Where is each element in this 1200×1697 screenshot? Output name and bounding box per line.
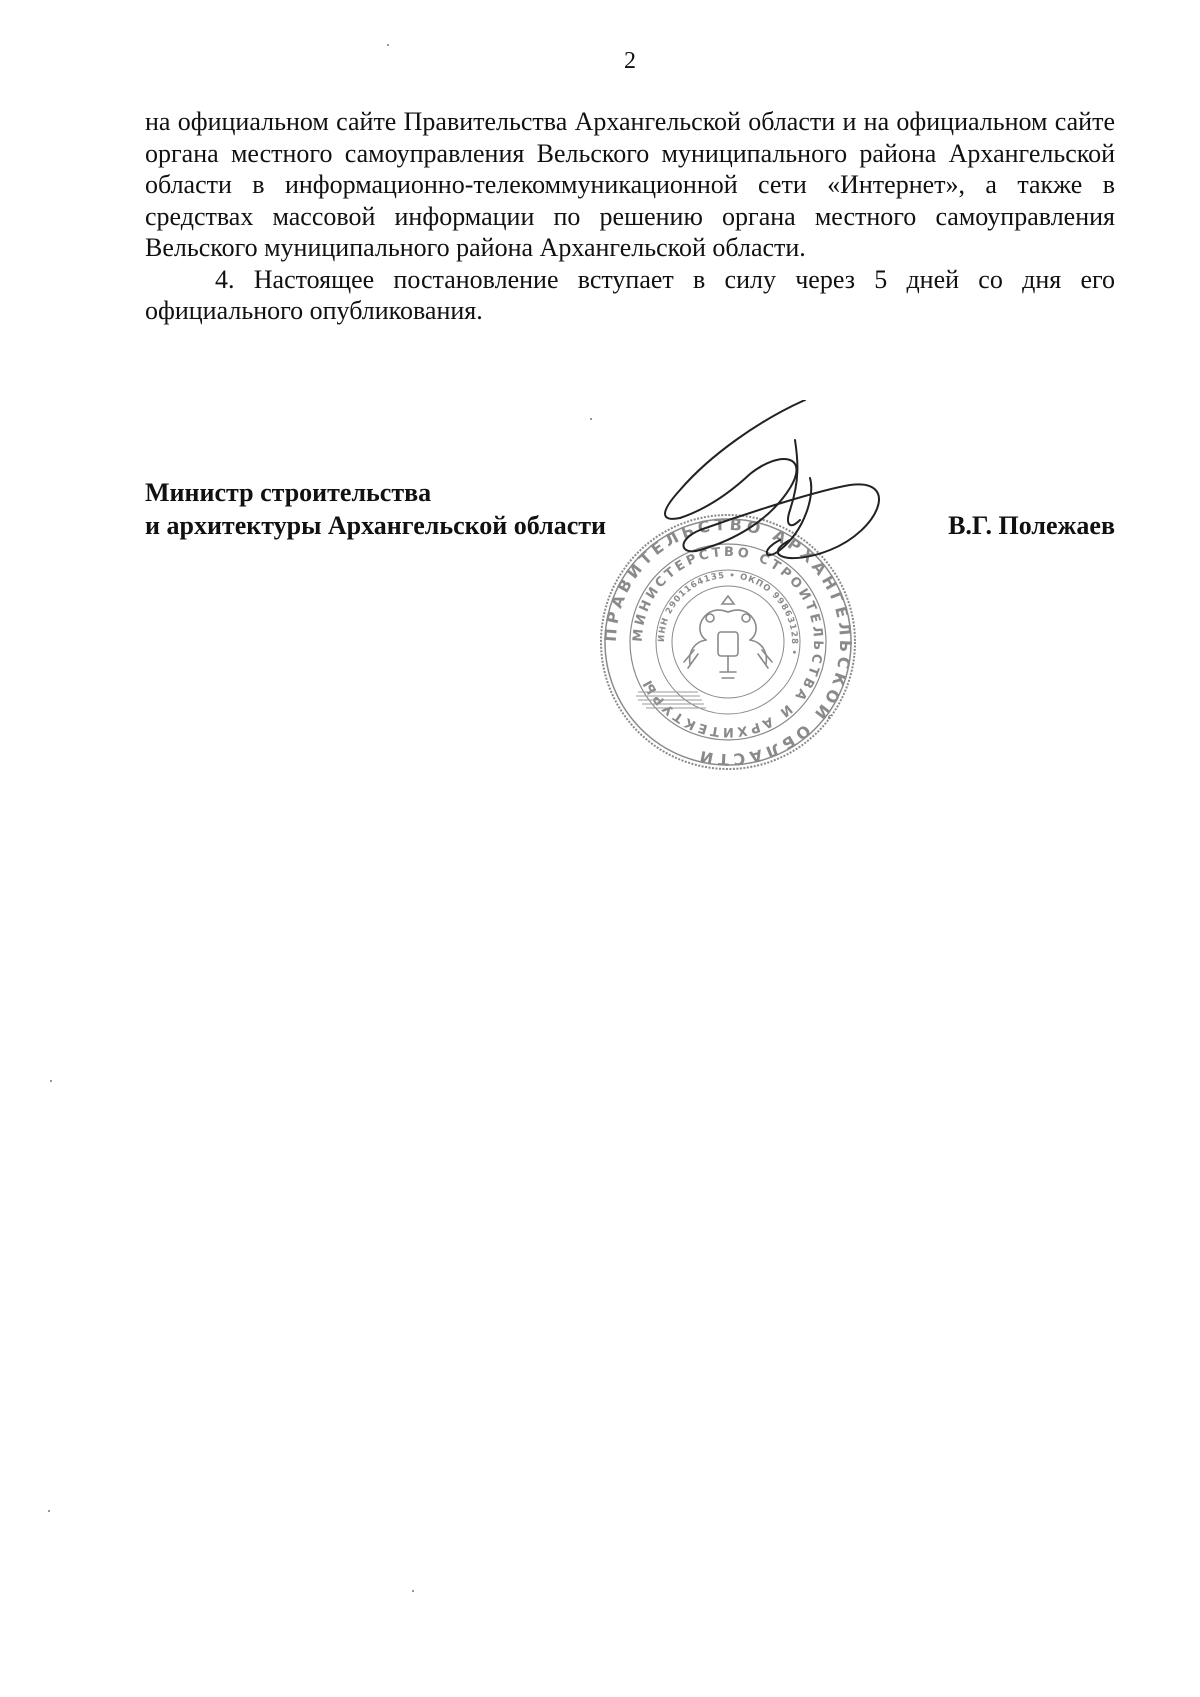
stamp-outer-text: ПРАВИТЕЛЬСТВО АРХАНГЕЛЬСКОЙ ОБЛАСТИ: [600, 514, 856, 770]
signatory-title-line-2: и архитектуры Архангельской области: [145, 511, 607, 540]
signatory-title-line-1: Министр строительства: [145, 478, 432, 507]
handwritten-signature: [640, 400, 950, 620]
document-body: [145, 106, 1115, 327]
signatory-name: В.Г. Полежаев: [948, 511, 1115, 540]
page-number: 2: [624, 48, 636, 74]
signatory-title: [145, 476, 606, 542]
paragraph-effective-date: 4. Настоящее постановление вступает в силу через 5 дней со дня его официального опубликования.: [145, 264, 1115, 325]
stamp-inner-text: МИНИСТЕРСТВО СТРОИТЕЛЬСТВА И АРХИТЕКТУРЫ: [630, 544, 826, 740]
paragraph-publication: на официальном сайте Правительства Архангельской области и на официальном сайте органа местного самоуправления Вельского муниципального района Архангельской области в информационно-телекоммуникационной сети «Интернет», а также в средствах массовой информации по решению органа местного самоуправления Вельского муниципального района Архангельской области.: [145, 107, 1115, 262]
scan-speck: [412, 1590, 414, 1592]
stamp-id-text: ИНН 2901164135 • ОКПО 99863128 •: [656, 570, 800, 657]
scan-speck: [590, 418, 592, 420]
scan-speck: [387, 44, 389, 46]
scan-speck: [48, 1510, 50, 1512]
scan-speck: [50, 1080, 52, 1082]
